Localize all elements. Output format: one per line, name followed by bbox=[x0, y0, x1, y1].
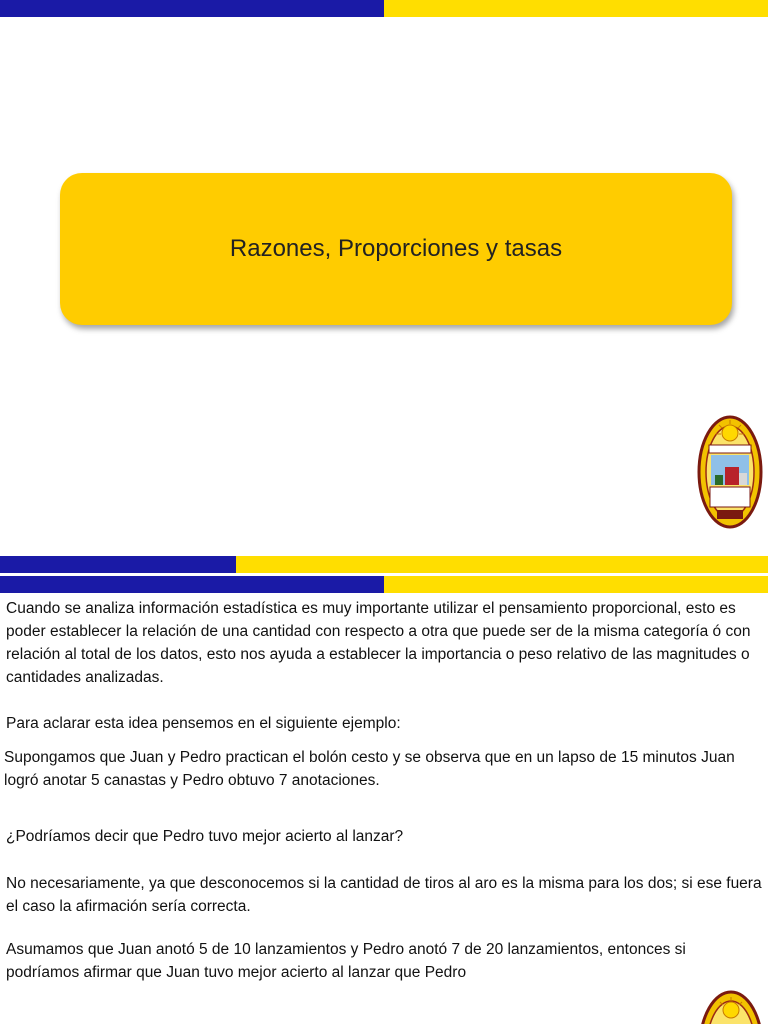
top-bar-yellow bbox=[384, 0, 768, 17]
slide-content bbox=[0, 552, 768, 1024]
top-bar-blue bbox=[0, 0, 384, 17]
university-seal-logo bbox=[697, 415, 763, 530]
paragraph-example-intro: Para aclarar esta idea pensemos en el siguiente ejemplo: bbox=[6, 715, 401, 732]
top-bar-blue-short bbox=[0, 556, 236, 573]
paragraph-answer: No necesariamente, ya que desconocemos si la cantidad de tiros al aro es la misma para los dos; si ese fuera el caso la afirmación sería correcta. bbox=[6, 875, 762, 915]
paragraph-scenario: Supongamos que Juan y Pedro practican el bolón cesto y se observa que en un lapso de 15 minutos Juan logró anotar 5 canastas y Pedro obtuvo 7 anotaciones. bbox=[4, 749, 735, 789]
slide-title-text: Razones, Proporciones y tasas bbox=[229, 235, 563, 262]
paragraph-question: ¿Podríamos decir que Pedro tuvo mejor acierto al lanzar? bbox=[6, 828, 404, 845]
title-box bbox=[60, 173, 732, 325]
second-bar-yellow bbox=[384, 576, 768, 593]
top-bar-yellow-long bbox=[236, 556, 768, 573]
second-bar-blue bbox=[0, 576, 384, 593]
paragraph-intro: Cuando se analiza información estadística es muy importante utilizar el pensamiento proporcional, esto es poder establecer la relación de una cantidad con respecto a otra que puede ser de la misma categoría ó con relación al total de los datos, esto nos ayuda a establecer la importancia o peso relativo de las magnitudes o cantidades analizadas. bbox=[6, 600, 751, 686]
paragraph-conclusion: Asumamos que Juan anotó 5 de 10 lanzamientos y Pedro anotó 7 de 20 lanzamientos, entonces si podríamos afirmar que Juan tuvo mejor acierto al lanzar que Pedro bbox=[6, 941, 686, 981]
university-seal-logo-partial bbox=[698, 990, 764, 1024]
